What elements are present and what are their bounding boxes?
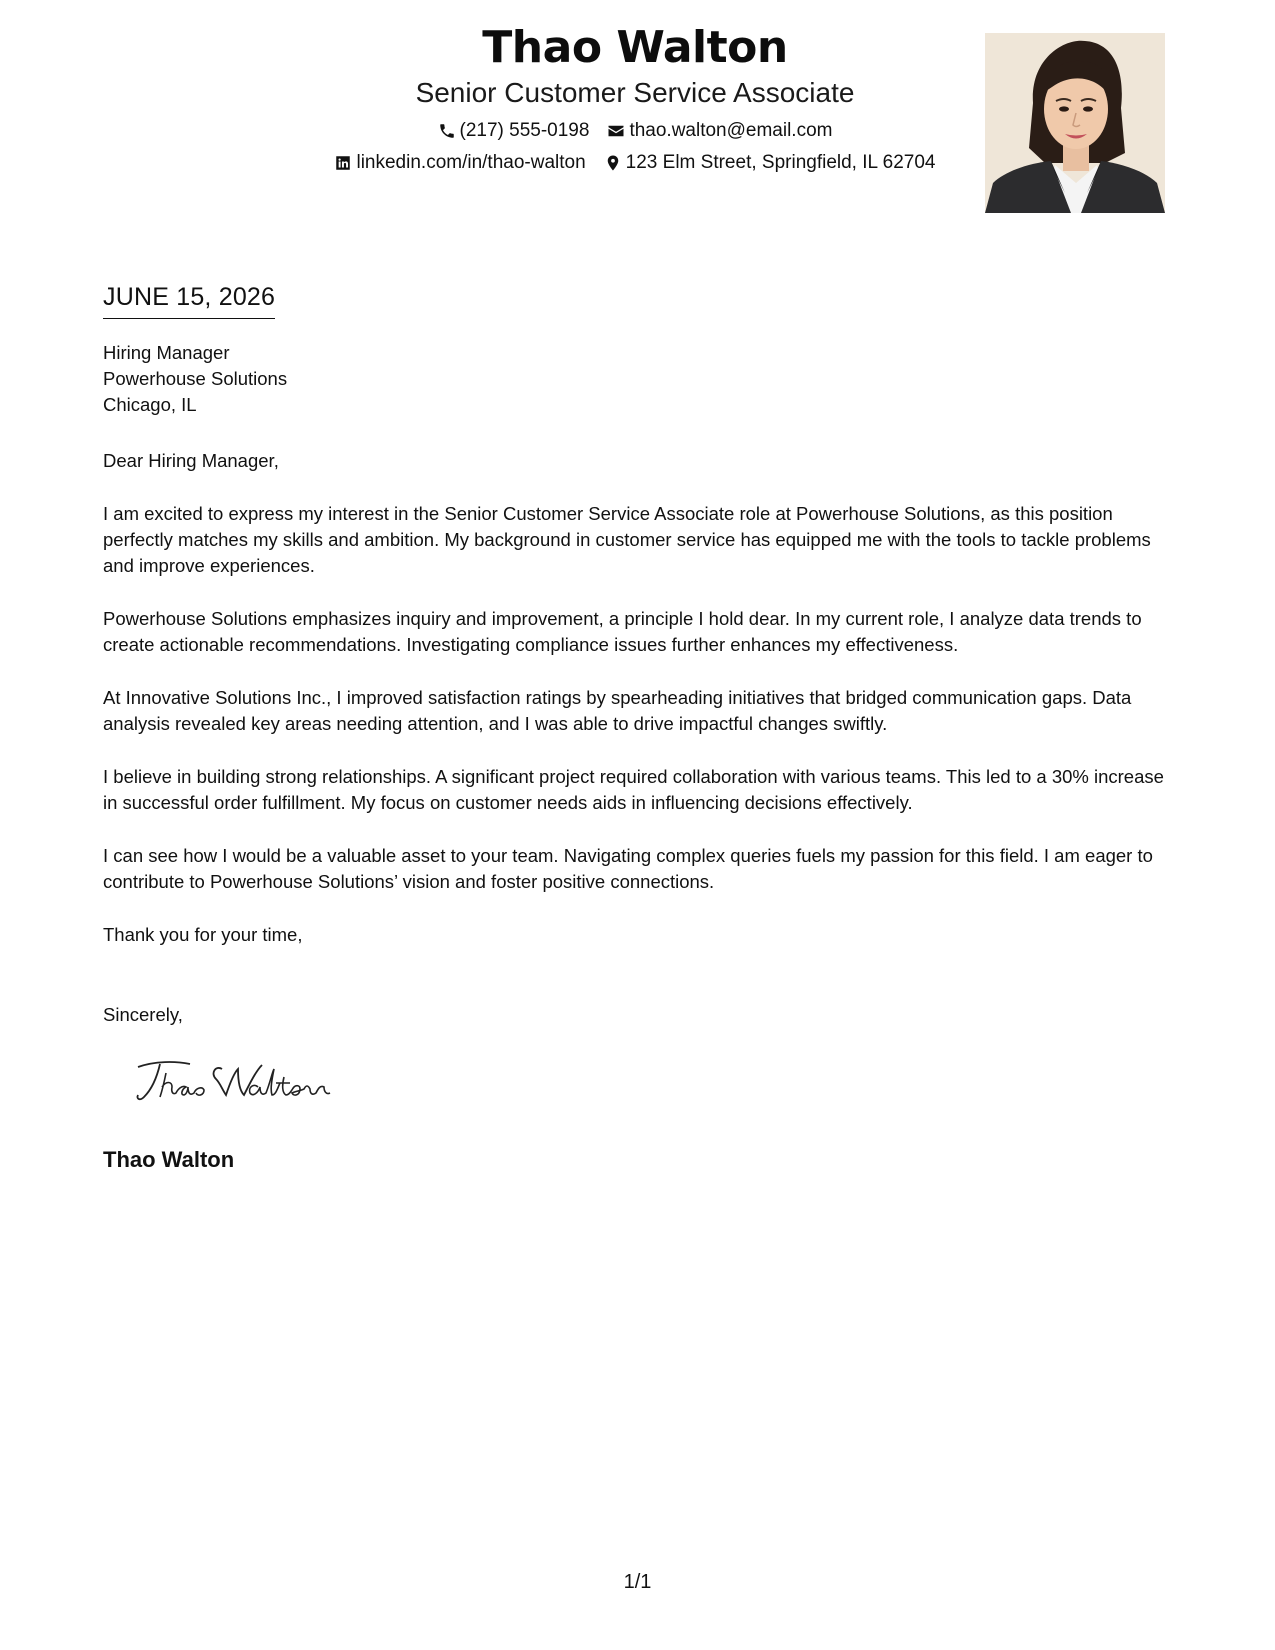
recipient-line: Chicago, IL xyxy=(103,394,197,415)
linkedin-icon xyxy=(334,154,352,172)
portrait-illustration xyxy=(985,33,1165,213)
linkedin-text: linkedin.com/in/thao-walton xyxy=(356,152,586,173)
signature-illustration xyxy=(130,1055,340,1105)
phone-contact xyxy=(438,120,590,142)
email-contact xyxy=(607,120,832,142)
body-paragraph: At Innovative Solutions Inc., I improved satisfaction ratings by spearheading initiatives that bridged communication gaps. Data analysis revealed key areas needing attention, and I was able to drive impactful changes swiftly. xyxy=(103,687,1132,734)
applicant-name: Thao Walton xyxy=(482,22,788,73)
recipient-line: Hiring Manager xyxy=(103,342,230,363)
email-text: thao.walton@email.com xyxy=(629,120,833,141)
recipient-block xyxy=(103,340,287,418)
address-contact xyxy=(604,152,936,174)
applicant-title: Senior Customer Service Associate xyxy=(415,77,855,108)
body-paragraph: I believe in building strong relationships. A significant project required collaboration with various teams. This led to a 30% increase in successful order fulfillment. My focus on customer needs aids in influencing decisions effectively. xyxy=(103,766,1164,813)
address-text: 123 Elm Street, Springfield, IL 62704 xyxy=(625,152,936,173)
profile-photo xyxy=(985,33,1165,213)
body-paragraph: I am excited to express my interest in the Senior Customer Service Associate role at Powerhouse Solutions, as this position perfectly matches my skills and ambition. My background in customer service has equipped me with the tools to tackle problems and improve experiences. xyxy=(103,503,1151,576)
linkedin-contact xyxy=(334,152,585,174)
body-paragraph: Powerhouse Solutions emphasizes inquiry and improvement, a principle I hold dear. In my current role, I analyze data trends to create actionable recommendations. Investigating compliance issues further enhances my effectiveness. xyxy=(103,608,1142,655)
phone-icon xyxy=(438,122,456,140)
page-number: 1/1 xyxy=(623,1571,652,1593)
closing-line: Sincerely, xyxy=(103,1004,183,1025)
salutation: Dear Hiring Manager, xyxy=(103,450,279,471)
letter-body xyxy=(103,448,1173,1055)
body-paragraph: I can see how I would be a valuable asset to your team. Navigating complex queries fuels my passion for this field. I am eager to contribute to Powerhouse Solutions’ vision and foster positive connections. xyxy=(103,845,1153,892)
letter-date: JUNE 15, 2026 xyxy=(103,282,275,319)
handwritten-signature xyxy=(130,1055,340,1105)
thanks-line: Thank you for your time, xyxy=(103,924,303,945)
envelope-icon xyxy=(607,122,625,140)
phone-text: (217) 555-0198 xyxy=(459,120,590,141)
recipient-line: Powerhouse Solutions xyxy=(103,368,288,389)
signer-name: Thao Walton xyxy=(103,1147,235,1172)
map-pin-icon xyxy=(604,154,622,172)
